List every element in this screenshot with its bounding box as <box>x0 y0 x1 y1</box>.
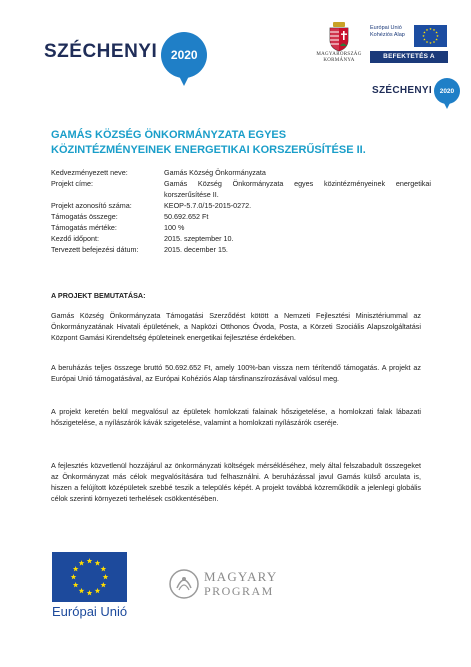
location-pin-icon <box>161 32 207 88</box>
eu-star-icon <box>429 28 431 30</box>
szechenyi-logo-text: SZÉCHENYI <box>44 41 158 62</box>
end-date-label: Tervezett befejezési dátum: <box>51 245 139 254</box>
eu-flag-icon <box>52 552 127 602</box>
eu-star-icon <box>423 31 425 33</box>
eu-star-icon <box>423 38 425 40</box>
eu-star-icon <box>435 38 437 40</box>
meta-row-beneficiary <box>51 167 431 178</box>
eu-star-icon <box>426 29 428 31</box>
eu-star-icon <box>95 588 101 593</box>
title-line-1: GAMÁS KÖZSÉG ÖNKORMÁNYZATA EGYES <box>51 129 287 141</box>
szechenyi-2020-logo <box>44 28 207 76</box>
hungarian-government-crest <box>316 22 362 64</box>
eu-star-icon <box>79 560 85 565</box>
location-pin-icon <box>434 78 460 110</box>
meta-row-start <box>51 233 431 244</box>
crest-caption-line2: KORMÁNYA <box>323 58 355 63</box>
eu-star-icon <box>71 574 77 579</box>
document-title <box>51 128 431 158</box>
eu-star-icon <box>433 41 435 43</box>
eu-star-icon <box>101 582 107 587</box>
beneficiary-label: Kedvezményezett neve: <box>51 168 128 177</box>
eu-star-icon <box>429 42 431 44</box>
eu-star-icon <box>436 35 438 37</box>
magyary-line2: PROGRAM <box>204 584 274 598</box>
meta-row-project-title <box>51 178 431 200</box>
project-title-label: Projekt címe: <box>51 179 93 188</box>
title-line-2: KÖZINTÉZMÉNYEINEK ENERGETIKAI KORSZERŰSÍTÉSE II. <box>51 144 366 156</box>
project-details <box>51 167 431 255</box>
project-id-label: Projekt azonosító száma: <box>51 201 132 210</box>
meta-row-project-id <box>51 200 431 211</box>
grant-amount-label: Támogatás összege: <box>51 212 118 221</box>
magyary-line1: MAGYARY <box>204 569 278 584</box>
meta-row-grant-amount <box>51 211 431 222</box>
project-title-value: Gamás Község Önkormányzata egyes közintézményeinek energetikai korszerűsítése II. <box>164 179 431 199</box>
start-date-value: 2015. szeptember 10. <box>164 234 234 243</box>
coat-of-arms-icon <box>328 22 350 52</box>
eu-flag-caption: Európai Unió <box>52 604 128 619</box>
paragraph-3: A projekt keretén belül megvalósul az épületek homlokzati falainak hőszigetelése, a homlokzati falak lábazati hőszigetelése, a nyílászárók kávák szigetelése, valamint a homlokzati nyílászárók cseréje. <box>51 407 421 427</box>
szechenyi-small-year: 2020 <box>439 87 455 95</box>
section-heading: A PROJEKT BEMUTATÁSA: <box>51 291 146 300</box>
grant-amount-value: 50.692.652 Ft <box>164 212 209 221</box>
eu-star-icon <box>87 558 93 563</box>
eu-star-icon <box>101 566 107 571</box>
paragraph-4: A fejlesztés közvetlenül hozzájárul az önkormányzati költségek mérsékléséhez, mely által felszabadult összegeket az Önkormányzat más célok megvalósítására tud felhasználni. A beruházással javul Gamás külső arculata is, hiszen a felújított középületek szebbé teszik a település képét. A projekt továbbá közreműködik a jelenlegi globális célok szerinti környezeti terhelések csökkentésében. <box>51 461 421 503</box>
end-date-value: 2015. december 15. <box>164 245 228 254</box>
eu-cohesion-fund-badge <box>370 25 448 72</box>
eu-badge-line2: Kohéziós Alap <box>370 32 405 38</box>
eu-star-icon <box>73 566 79 571</box>
szechenyi-small-text: SZÉCHENYI <box>372 84 432 96</box>
eu-star-icon <box>103 574 109 579</box>
eu-badge-text <box>370 25 410 39</box>
magyary-program-logo <box>168 568 277 600</box>
crest-caption-line1: MAGYARORSZÁG <box>316 52 362 57</box>
eu-star-icon <box>435 31 437 33</box>
eu-star-icon <box>79 588 85 593</box>
grant-rate-label: Támogatás mértéke: <box>51 223 117 232</box>
eu-star-icon <box>422 35 424 37</box>
eu-star-icon <box>426 41 428 43</box>
meta-row-end <box>51 244 431 255</box>
meta-row-grant-rate <box>51 222 431 233</box>
eu-star-icon <box>95 560 101 565</box>
eu-badge-line1: Európai Unió <box>370 25 402 31</box>
magyary-emblem-icon <box>168 568 200 600</box>
szechenyi-2020-logo-small <box>372 75 460 105</box>
eu-star-icon <box>73 582 79 587</box>
eu-flag-icon <box>414 25 447 47</box>
grant-rate-value: 100 % <box>164 223 185 232</box>
investment-slogan-band: BEFEKTETÉS A JÖVŐBE <box>370 51 448 63</box>
start-date-label: Kezdő időpont: <box>51 234 99 243</box>
szechenyi-logo-year: 2020 <box>170 48 198 62</box>
eu-star-icon <box>87 590 93 595</box>
paragraph-1: Gamás Község Önkormányzata Támogatási Szerződést kötött a Nemzeti Fejlesztési Minisztériummal az Önkormányzatának Hivatali épületének, a Napközi Otthonos Óvoda, Posta, a Körzeti Szociális Alapszolgáltatási Központ Gamási Kirendeltség épületeinek energetikai fejlesztése érdekében. <box>51 311 421 342</box>
project-id-value: KEOP-5.7.0/15-2015-0272. <box>164 201 252 210</box>
eu-star-icon <box>433 29 435 31</box>
paragraph-2: A beruházás teljes összege bruttó 50.692.652 Ft, amely 100%-ban vissza nem térítendő támogatás. A projekt az Európai Unió támogatásával, az Európai Kohéziós Alap társfinanszírozásával valósul meg. <box>51 363 421 383</box>
beneficiary-value: Gamás Község Önkormányzata <box>164 168 266 177</box>
